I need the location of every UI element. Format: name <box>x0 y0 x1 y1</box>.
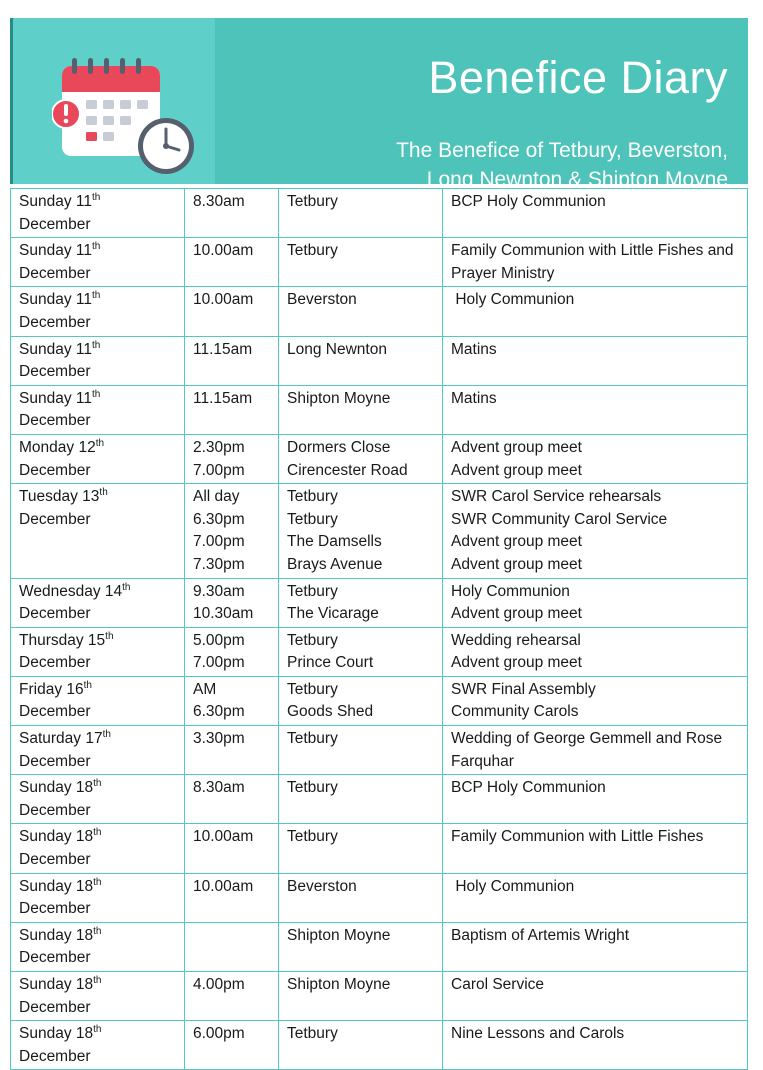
date-day <box>19 486 177 509</box>
date-cell <box>11 484 185 578</box>
date-ordinal-suffix: th <box>93 876 102 888</box>
date-ordinal-suffix: th <box>93 778 102 790</box>
date-day-text: Sunday 18 <box>19 976 94 993</box>
date-month: December <box>19 703 91 721</box>
diary-row <box>11 824 748 873</box>
date-ordinal-suffix: th <box>95 437 105 449</box>
date-ordinal-suffix: th <box>91 241 101 253</box>
event-cell <box>443 1021 748 1070</box>
date-cell <box>11 726 185 775</box>
event-text: Wedding of George Gemmell and Rose Farquhar <box>451 730 727 770</box>
place-text: Tetbury <box>287 193 338 210</box>
event-text: Family Communion with Little Fishes and Prayer Ministry <box>451 242 738 282</box>
date-day <box>19 1023 177 1046</box>
place-cell <box>279 775 443 824</box>
event-cell <box>443 578 748 627</box>
time-cell <box>185 627 279 676</box>
date-day <box>19 876 177 899</box>
place-cell <box>279 434 443 483</box>
time-cell <box>185 676 279 725</box>
date-cell <box>11 336 185 385</box>
event-cell <box>443 287 748 336</box>
time-cell <box>185 484 279 578</box>
place-text: Dormers Close <box>287 438 391 456</box>
date-day-text: Saturday 17 <box>19 730 103 748</box>
time-text: 7.00pm <box>193 654 245 672</box>
diary-row <box>11 1021 748 1070</box>
time-text: All day <box>193 488 240 506</box>
date-ordinal-suffix: th <box>91 192 101 203</box>
date-day <box>19 777 177 800</box>
date-day-text: Sunday 11 <box>19 340 92 358</box>
time-cell <box>185 336 279 385</box>
event-cell <box>443 336 748 385</box>
date-day-text: Sunday 11 <box>19 291 92 309</box>
time-cell <box>185 287 279 336</box>
time-text: 10.30am <box>193 605 254 623</box>
diary-row <box>11 336 748 385</box>
time-cell <box>185 972 279 1021</box>
date-month: December <box>19 801 91 819</box>
date-ordinal-suffix: th <box>105 630 114 642</box>
place-text: Cirencester Road <box>287 461 408 479</box>
place-cell <box>279 385 443 434</box>
time-cell <box>185 922 279 971</box>
date-month: December <box>19 313 91 331</box>
diary-row <box>11 484 748 578</box>
place-cell <box>279 287 443 336</box>
place-text: Prince Court <box>287 654 374 672</box>
place-cell <box>279 676 443 725</box>
date-day <box>19 974 177 997</box>
place-cell <box>279 873 443 922</box>
date-ordinal-suffix: th <box>93 975 102 986</box>
time-cell <box>185 385 279 434</box>
place-text: Beverston <box>287 291 357 309</box>
event-text: BCP Holy Communion <box>451 779 606 797</box>
place-text: Tetbury <box>287 730 338 748</box>
calendar-clock-icon <box>52 58 197 176</box>
date-month: December <box>19 654 91 672</box>
date-month: December <box>19 363 91 381</box>
event-text: Matins <box>451 389 497 407</box>
page-title: Benefice Diary <box>428 52 728 103</box>
diary-row <box>11 676 748 725</box>
event-cell <box>443 726 748 775</box>
date-day <box>19 826 177 849</box>
date-cell <box>11 873 185 922</box>
event-text: Nine Lessons and Carols <box>451 1025 625 1043</box>
diary-row <box>11 627 748 676</box>
time-cell <box>185 434 279 483</box>
event-cell <box>443 873 748 922</box>
time-cell <box>185 578 279 627</box>
event-cell <box>443 824 748 873</box>
date-month: December <box>19 998 91 1016</box>
place-text: Beverston <box>287 877 357 895</box>
time-text: 6.30pm <box>193 510 245 528</box>
date-month: December <box>19 605 91 623</box>
date-cell <box>11 238 185 287</box>
icon-panel <box>10 18 215 184</box>
event-text: Holy Communion <box>451 877 575 895</box>
time-cell <box>185 824 279 873</box>
time-text: 11.15am <box>193 389 253 407</box>
event-cell <box>443 972 748 1021</box>
date-ordinal-suffix: th <box>91 290 101 302</box>
time-text: 10.00am <box>193 291 254 309</box>
event-text: SWR Final Assembly <box>451 680 596 698</box>
time-text: 8.30am <box>193 779 245 797</box>
date-day-text: Monday 12 <box>19 438 96 456</box>
place-cell <box>279 189 443 238</box>
banner-edge <box>10 18 13 184</box>
date-ordinal-suffix: th <box>102 729 111 741</box>
diary-row <box>11 873 748 922</box>
event-cell <box>443 434 748 483</box>
date-ordinal-suffix: th <box>93 827 102 839</box>
place-text: Shipton Moyne <box>287 976 391 993</box>
place-text: Tetbury <box>287 631 338 649</box>
place-text: Brays Avenue <box>287 555 383 573</box>
header-banner <box>10 18 748 191</box>
date-month: December <box>19 949 91 967</box>
time-text: 11.15am <box>193 340 253 358</box>
place-text: Goods Shed <box>287 703 374 721</box>
time-text: 4.00pm <box>193 976 245 993</box>
diary-row <box>11 434 748 483</box>
date-day-text: Sunday 18 <box>19 828 94 846</box>
time-text: 5.00pm <box>193 631 245 649</box>
event-cell <box>443 676 748 725</box>
time-cell <box>185 873 279 922</box>
event-text: Community Carols <box>451 703 579 721</box>
date-cell <box>11 434 185 483</box>
date-ordinal-suffix: th <box>122 581 131 593</box>
date-ordinal-suffix: th <box>91 339 101 351</box>
place-cell <box>279 824 443 873</box>
place-text: Tetbury <box>287 510 338 528</box>
time-text: 8.30am <box>193 193 245 210</box>
date-cell <box>11 972 185 1021</box>
date-month: December <box>19 510 91 528</box>
event-cell <box>443 922 748 971</box>
event-text: Advent group meet <box>451 654 582 672</box>
date-month: December <box>19 1047 91 1065</box>
event-cell <box>443 238 748 287</box>
date-day <box>19 240 177 263</box>
date-day-text: Sunday 18 <box>19 926 94 944</box>
date-day-text: Sunday 18 <box>19 779 94 797</box>
date-day-text: Sunday 18 <box>19 1025 94 1043</box>
date-month: December <box>19 264 91 282</box>
date-cell <box>11 385 185 434</box>
date-ordinal-suffix: th <box>83 679 92 691</box>
place-cell <box>279 484 443 578</box>
place-text: Shipton Moyne <box>287 926 391 944</box>
event-cell <box>443 484 748 578</box>
date-day-text: Thursday 15 <box>19 631 106 649</box>
date-day <box>19 581 177 604</box>
event-text: Matins <box>451 340 497 358</box>
time-cell <box>185 238 279 287</box>
event-cell <box>443 189 748 238</box>
subtitle-line-2: Long Newnton & Shipton Moyne <box>426 168 728 191</box>
date-cell <box>11 578 185 627</box>
date-cell <box>11 922 185 971</box>
place-text: The Damsells <box>287 533 382 551</box>
place-cell <box>279 578 443 627</box>
place-cell <box>279 922 443 971</box>
date-day <box>19 339 177 362</box>
event-cell <box>443 775 748 824</box>
place-text: Tetbury <box>287 680 338 698</box>
time-cell <box>185 189 279 238</box>
event-text: Advent group meet <box>451 533 582 551</box>
event-cell <box>443 385 748 434</box>
date-month: December <box>19 752 91 770</box>
date-ordinal-suffix: th <box>91 388 101 400</box>
event-text: Holy Communion <box>451 291 575 309</box>
subtitle-line-1: The Benefice of Tetbury, Beverston, <box>396 139 728 162</box>
diary-row <box>11 578 748 627</box>
place-cell <box>279 336 443 385</box>
date-day-text: Sunday 11 <box>19 193 92 210</box>
diary-table <box>10 188 748 1070</box>
place-text: The Vicarage <box>287 605 379 623</box>
date-ordinal-suffix: th <box>93 925 102 937</box>
date-day <box>19 191 177 214</box>
date-ordinal-suffix: th <box>93 1024 102 1036</box>
page-subtitle <box>396 136 728 194</box>
date-ordinal-suffix: th <box>99 487 108 499</box>
date-day <box>19 728 177 751</box>
place-text: Tetbury <box>287 582 338 600</box>
event-cell <box>443 627 748 676</box>
time-cell <box>185 1021 279 1070</box>
date-month: December <box>19 215 91 233</box>
diary-row <box>11 726 748 775</box>
event-text: BCP Holy Communion <box>451 193 606 210</box>
place-text: Tetbury <box>287 242 338 260</box>
time-text: 2.30pm <box>193 438 245 456</box>
date-month: December <box>19 412 91 430</box>
date-day <box>19 388 177 411</box>
date-day-text: Sunday 11 <box>19 242 92 260</box>
date-day <box>19 679 177 702</box>
date-month: December <box>19 900 91 918</box>
diary-row <box>11 238 748 287</box>
date-cell <box>11 189 185 238</box>
place-text: Shipton Moyne <box>287 389 391 407</box>
diary-row <box>11 385 748 434</box>
event-text: Advent group meet <box>451 461 582 479</box>
place-text: Tetbury <box>287 828 338 846</box>
time-text: 7.00pm <box>193 461 245 479</box>
date-month: December <box>19 461 91 479</box>
date-month: December <box>19 851 91 869</box>
event-text: Advent group meet <box>451 438 582 456</box>
time-text: 6.00pm <box>193 1025 245 1043</box>
event-text: SWR Community Carol Service <box>451 510 668 528</box>
event-text: Baptism of Artemis Wright <box>451 926 630 944</box>
date-cell <box>11 1021 185 1070</box>
place-cell <box>279 627 443 676</box>
time-text: 10.00am <box>193 242 254 260</box>
time-cell <box>185 726 279 775</box>
date-day-text: Sunday 11 <box>19 389 92 407</box>
place-text: Tetbury <box>287 1025 338 1043</box>
date-cell <box>11 824 185 873</box>
date-day <box>19 437 177 460</box>
time-text: 10.00am <box>193 877 254 895</box>
place-cell <box>279 972 443 1021</box>
place-text: Long Newnton <box>287 340 387 358</box>
date-day-text: Wednesday 14 <box>19 582 123 600</box>
diary-table-body <box>11 189 748 1070</box>
time-text: AM <box>193 680 217 698</box>
diary-row <box>11 775 748 824</box>
date-day-text: Sunday 18 <box>19 877 94 895</box>
date-cell <box>11 676 185 725</box>
event-text: SWR Carol Service rehearsals <box>451 488 662 506</box>
date-day <box>19 925 177 948</box>
time-text: 7.00pm <box>193 533 245 551</box>
time-text: 3.30pm <box>193 730 245 748</box>
event-text: Holy Communion <box>451 582 570 600</box>
event-text: Carol Service <box>451 976 545 993</box>
diary-row <box>11 189 748 238</box>
time-text: 6.30pm <box>193 703 245 721</box>
date-day-text: Friday 16 <box>19 680 84 698</box>
event-text: Wedding rehearsal <box>451 631 581 649</box>
place-text: Tetbury <box>287 779 338 797</box>
event-text: Family Communion with Little Fishes <box>451 828 704 846</box>
time-text: 7.30pm <box>193 555 245 573</box>
event-text: Advent group meet <box>451 605 582 623</box>
time-text: 9.30am <box>193 582 245 600</box>
place-cell <box>279 238 443 287</box>
date-day <box>19 289 177 312</box>
place-text: Tetbury <box>287 488 338 506</box>
place-cell <box>279 726 443 775</box>
time-text: 10.00am <box>193 828 254 846</box>
event-text: Advent group meet <box>451 555 582 573</box>
diary-row <box>11 287 748 336</box>
date-day-text: Tuesday 13 <box>19 488 100 506</box>
time-cell <box>185 775 279 824</box>
diary-row <box>11 972 748 1021</box>
diary-row <box>11 922 748 971</box>
date-cell <box>11 775 185 824</box>
place-cell <box>279 1021 443 1070</box>
date-day <box>19 630 177 653</box>
date-cell <box>11 627 185 676</box>
date-cell <box>11 287 185 336</box>
